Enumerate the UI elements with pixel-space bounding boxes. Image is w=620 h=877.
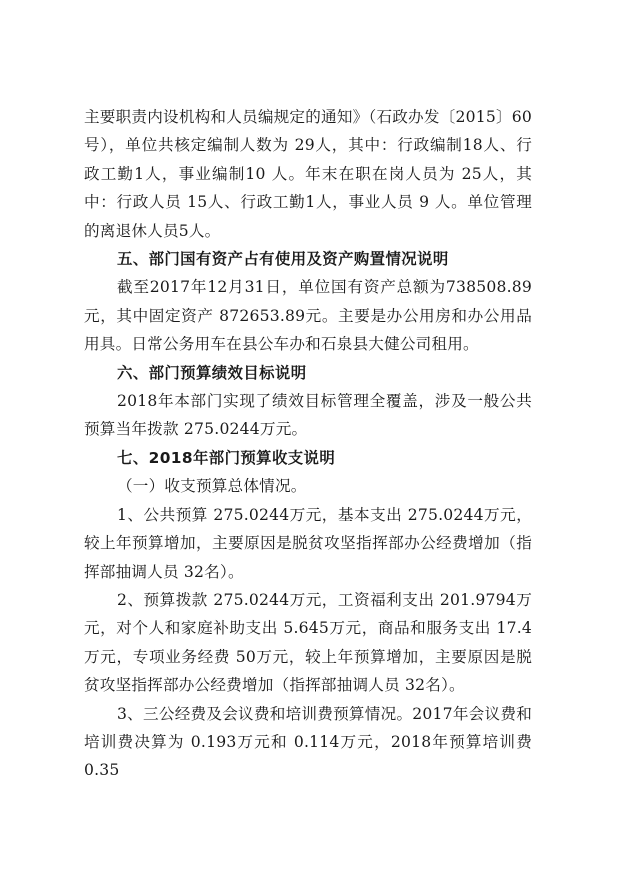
paragraph-assets: 截至2017年12月31日，单位国有资产总额为738508.89元，其中固定资产 872653.89元。主要是办公用房和办公用品用具。日常公务用车在县公车办和石泉县大健公司租用。	[84, 278, 532, 354]
list-item-1: 1、公共预算 275.0244万元，基本支出 275.0244万元，较上年预算增加，主要原因是脱贫攻坚指挥部办公经费增加（指挥部抽调人员 32名）。	[84, 505, 532, 581]
document-body	[84, 103, 532, 785]
sub-heading-overview: （一）收支预算总体情况。	[117, 477, 307, 496]
list-item-3: 3、三公经费及会议费和培训费预算情况。2017年会议费和培训费决算为 0.193万元和 0.114万元，2018年预算培训费 0.35	[84, 704, 532, 780]
heading-section-6: 六、部门预算绩效目标说明	[117, 363, 307, 382]
heading-section-5: 五、部门国有资产占有使用及资产购置情况说明	[117, 250, 449, 269]
paragraph-staffing: 主要职责内设机构和人员编规定的通知》（石政办发〔2015〕60号），单位共核定编制人数为 29人，其中：行政编制18人、行政工勤1人，事业编制10 人。年末在职在岗人员为 25人，其中：行政人员 15人、行政工勤1人，事业人员 9 人。单位管理的离退休人员5人。	[84, 108, 532, 240]
paragraph-performance: 2018年本部门实现了绩效目标管理全覆盖，涉及一般公共预算当年拨款 275.0244万元。	[84, 392, 532, 439]
heading-section-7: 七、2018年部门预算收支说明	[117, 448, 336, 467]
list-item-2: 2、预算拨款 275.0244万元，工资福利支出 201.9794万元，对个人和家庭补助支出 5.645万元，商品和服务支出 17.4万元，专项业务经费 50万元，较上年预算增加，主要原因是脱贫攻坚指挥部办公经费增加（指挥部抽调人员 32名）。	[84, 590, 532, 695]
